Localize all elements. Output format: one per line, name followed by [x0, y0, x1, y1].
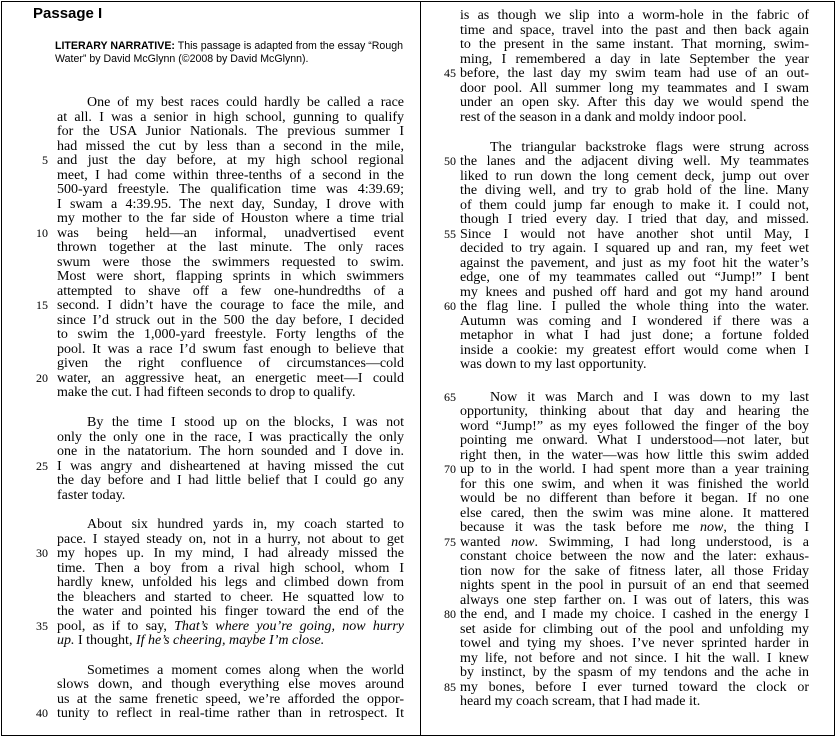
text-line	[57, 488, 404, 503]
text-line	[57, 473, 404, 488]
text-line	[57, 677, 404, 692]
line-text: my hopes up. In my mind, I had already missed the	[57, 546, 404, 561]
text-line	[460, 81, 809, 96]
line-text: attempted to shave off a few one-hundredths of a	[57, 284, 404, 299]
line-text: one in the natatorium. The horn sounded and I dove in.	[57, 444, 404, 459]
text-line	[460, 256, 809, 271]
text-line	[57, 240, 404, 255]
line-number: 60	[444, 299, 456, 313]
line-text: at all. I was a senior in high school, gunning to qualify	[57, 110, 404, 125]
line-text: my mother to the far side of Houston where a time trial	[57, 211, 404, 226]
line-number: 30	[36, 546, 48, 560]
text-line	[57, 415, 404, 430]
line-text: always one step farther on. I was out of laters, this was	[460, 593, 809, 608]
text-line	[57, 532, 404, 547]
line-text: word “Jump!” as my eyes followed the finger of the boy	[460, 419, 809, 434]
line-text: Most were short, flapping sprints in which swimmers	[57, 269, 404, 284]
line-number: 40	[36, 706, 48, 720]
line-text: water, an aggressive heat, an energetic meet—I could	[57, 371, 404, 386]
text-line	[460, 227, 809, 242]
text-line	[460, 506, 809, 521]
line-number: 10	[36, 226, 48, 240]
text-line	[460, 564, 809, 579]
line-text: Autumn was coming and I wondered if there was a	[460, 314, 809, 329]
line-text: pool, as if to say,	[57, 619, 175, 634]
text-line	[57, 619, 404, 634]
line-text: , the thing I	[723, 520, 809, 535]
line-text: to the present in the same instant. That morning, swim-	[460, 37, 809, 52]
line-text: swum were those the swimmers requested to swim.	[57, 255, 404, 270]
line-number: 25	[36, 459, 48, 473]
text-line	[460, 66, 809, 81]
line-text: the bleachers and started to cheer. He squatted low to	[57, 590, 404, 605]
text-line	[57, 575, 404, 590]
line-text: by instinct, by the spasm of my tendons and the ache in	[460, 665, 809, 680]
text-line	[57, 706, 404, 721]
line-text: liked to run down the long cement deck, jump out over	[460, 169, 809, 184]
text-line	[460, 694, 809, 709]
text-line	[57, 692, 404, 707]
passage-title: Passage I	[33, 5, 103, 22]
line-text: 500-yard freestyle. The qualification time was 4:39.69;	[57, 182, 404, 197]
text-line	[57, 168, 404, 183]
text-line	[57, 139, 404, 154]
text-line	[460, 110, 809, 125]
line-text: . Swimming, I had long understood, is a	[534, 535, 809, 550]
text-line	[460, 357, 809, 372]
line-text: the lanes and the adjacent diving well. My teammates	[460, 154, 809, 169]
line-text: given the right confluence of circumstances—cold	[57, 356, 404, 371]
text-line	[57, 197, 404, 212]
text-line	[57, 313, 404, 328]
text-line	[460, 23, 809, 38]
text-line	[460, 535, 809, 550]
line-number: 65	[444, 390, 456, 404]
text-line	[460, 665, 809, 680]
intro-source-text: This passage is adapted from the essay “Rough Water” by David McGlynn (©2008 by David McGlynn).	[55, 40, 403, 65]
text-line	[460, 622, 809, 637]
text-line	[57, 604, 404, 619]
text-line	[460, 520, 809, 535]
line-number: 50	[444, 154, 456, 168]
line-text: time. Then a boy from a rival high school, whom I	[57, 561, 404, 576]
text-line	[57, 459, 404, 474]
text-line	[460, 607, 809, 622]
line-text: door pool. All summer long my teammates and I swam	[460, 81, 809, 96]
text-line	[57, 633, 404, 648]
text-line	[460, 140, 809, 155]
line-text: pace. I stayed steady on, not in a hurry, not about to get	[57, 532, 404, 547]
line-text: was down to my last opportunity.	[460, 357, 647, 372]
text-line	[57, 226, 404, 241]
line-text: time and space, travel into the past and then back again	[460, 23, 809, 38]
italic-text: now	[700, 520, 724, 535]
text-line	[460, 169, 809, 184]
text-line	[57, 95, 404, 110]
text-line	[460, 285, 809, 300]
line-text: decided to try again. I squared up and ran, my feet wet	[460, 241, 809, 256]
text-line	[57, 124, 404, 139]
line-text: and just the day before, at my high school regional	[57, 153, 404, 168]
line-text: One of my best races could hardly be called a race	[87, 95, 404, 110]
text-line	[460, 241, 809, 256]
line-text: thrown together at the last minute. The only races	[57, 240, 404, 255]
text-line	[57, 561, 404, 576]
text-line	[57, 342, 404, 357]
line-text: slows down, and though everything else moves around	[57, 677, 404, 692]
line-text: since I’d struck out in the 500 the day before, I decided	[57, 313, 404, 328]
text-line	[460, 491, 809, 506]
text-line	[460, 314, 809, 329]
text-line	[460, 680, 809, 695]
line-number: 45	[444, 66, 456, 80]
text-line	[460, 212, 809, 227]
line-text: though I tried every day. I tried that day, and missed.	[460, 212, 809, 227]
line-text: ming, I remembered a day in late September the year	[460, 52, 809, 67]
line-text: the diving well, and try to grab hold of the line. Many	[460, 183, 809, 198]
line-text: for the USA Junior Nationals. The previous summer I	[57, 124, 404, 139]
text-line	[57, 430, 404, 445]
italic-text: That’s where you’re going, now hurry	[174, 619, 404, 634]
text-line	[57, 371, 404, 386]
line-text: was being held—an informal, unadvertised event	[57, 226, 404, 241]
text-line	[57, 663, 404, 678]
line-text: to swim the 1,000-yard freestyle. Forty lengths of the	[57, 327, 404, 342]
line-text: pointing me onward. What I understood—not later, but	[460, 433, 809, 448]
text-line	[57, 590, 404, 605]
line-text: Sometimes a moment comes along when the world	[87, 663, 404, 678]
line-text: us at the same frenetic speed, we’re afforded the oppor-	[57, 692, 404, 707]
line-text: tion now for the sake of fitness later, all those Friday	[460, 564, 809, 579]
passage-page	[1, 1, 835, 736]
line-text: I was angry and disheartened at having missed the cut	[57, 459, 404, 474]
line-text: of them could jump far enough to make it. I could not,	[460, 198, 809, 213]
line-text: hardly knew, unfolded his legs and climbed down from	[57, 575, 404, 590]
line-text: would be no different than before it began. If no one	[460, 491, 809, 506]
line-text: faster today.	[57, 488, 126, 503]
text-line	[460, 462, 809, 477]
line-text: my life, not before and not since. I hit the wall. I knew	[460, 651, 809, 666]
text-line	[57, 356, 404, 371]
text-line	[460, 549, 809, 564]
line-number: 20	[36, 371, 48, 385]
passage-intro	[55, 40, 403, 65]
line-text: before, the last day my swim team had use of an out-	[460, 66, 809, 81]
line-text: the flag line. I pulled the whole thing into the water.	[460, 299, 809, 314]
line-text: is as though we slip into a worm-hole in the fabric of	[460, 8, 809, 23]
text-line	[460, 8, 809, 23]
line-number: 85	[444, 680, 456, 694]
line-text: I thought,	[74, 633, 136, 648]
text-line	[460, 183, 809, 198]
line-text: the day before and I had little belief that I could go any	[57, 473, 404, 488]
text-line	[460, 651, 809, 666]
line-text: tunity to reflect in real-time rather than in retrospect. It	[57, 706, 404, 721]
line-number: 70	[444, 462, 456, 476]
line-text: because it was the task before me	[460, 520, 701, 535]
line-text: set aside for climbing out of the pool and unfolding my	[460, 622, 809, 637]
text-line	[57, 385, 404, 400]
text-line	[460, 636, 809, 651]
text-line	[460, 433, 809, 448]
line-text: opportunity, thinking about that day and hearing the	[460, 404, 809, 419]
text-line	[57, 444, 404, 459]
line-text: meet, I had come within three-tenths of a second in the	[57, 168, 404, 183]
line-number: 75	[444, 535, 456, 549]
text-line	[57, 517, 404, 532]
text-line	[57, 298, 404, 313]
line-text: About six hundred yards in, my coach started to	[87, 517, 404, 532]
line-text: constant choice between the now and the later: exhaus-	[460, 549, 809, 564]
line-text: nights spent in the pool in pursuit of an end that seemed	[460, 578, 809, 593]
text-line	[460, 52, 809, 67]
line-text: had missed the cut by less than a second in the mile,	[57, 139, 404, 154]
line-text: up to in the world. I had spent more than a year training	[460, 462, 809, 477]
line-text: Since I would not have another shot until May, I	[460, 227, 809, 242]
text-line	[460, 404, 809, 419]
line-text: metaphor in what I had just done; a fortune folded	[460, 328, 809, 343]
line-text: only the only one in the race, I was practically the only	[57, 430, 404, 445]
text-line	[460, 154, 809, 169]
line-text: second. I didn’t have the courage to face the mile, and	[57, 298, 404, 313]
text-line	[460, 37, 809, 52]
text-line	[57, 182, 404, 197]
italic-text: now	[511, 535, 535, 550]
line-text: Now it was March and I was down to my last	[490, 390, 809, 405]
line-number: 55	[444, 227, 456, 241]
line-text: pool. It was a race I’d swum fast enough to believe that	[57, 342, 404, 357]
text-line	[460, 593, 809, 608]
line-text: edge, one of my teammates called out “Jump!” I bent	[460, 270, 809, 285]
line-text: against the pavement, and just as my foot hit the water’s	[460, 256, 809, 271]
text-line	[460, 578, 809, 593]
text-line	[57, 284, 404, 299]
line-text: under an open sky. After this day we would spend the	[460, 95, 809, 110]
text-line	[57, 211, 404, 226]
text-line	[57, 327, 404, 342]
italic-text: up.	[57, 633, 75, 648]
text-line	[460, 448, 809, 463]
text-line	[57, 255, 404, 270]
line-text: my knees and pushed off hard and got my hand around	[460, 285, 809, 300]
left-column	[2, 2, 420, 735]
line-text: rest of the season in a dank and moldy indoor pool.	[460, 110, 747, 125]
line-number: 15	[36, 298, 48, 312]
line-text: make the cut. I had fifteen seconds to drop to qualify.	[57, 385, 356, 400]
line-text: I swam a 4:39.95. The next day, Sunday, I drove with	[57, 197, 404, 212]
line-text: the end, and I made my choice. I cashed in the energy I	[460, 607, 809, 622]
line-text: wanted	[460, 535, 512, 550]
text-line	[460, 198, 809, 213]
text-line	[57, 153, 404, 168]
line-text: else cared, then the swim was mine alone. It mattered	[460, 506, 809, 521]
line-text: for this one swim, and when it was finished the world	[460, 477, 809, 492]
line-number: 35	[36, 619, 48, 633]
text-line	[460, 477, 809, 492]
text-line	[460, 419, 809, 434]
intro-genre-label: LITERARY NARRATIVE:	[55, 40, 175, 52]
text-line	[460, 299, 809, 314]
text-line	[460, 95, 809, 110]
line-text: right then, in the water—was how little this swim added	[460, 448, 809, 463]
text-line	[460, 390, 809, 405]
text-line	[460, 343, 809, 358]
line-text: inside a cookie: my greatest effort would come when I	[460, 343, 809, 358]
text-line	[57, 110, 404, 125]
text-line	[57, 546, 404, 561]
line-text: heard my coach scream, that I had made it.	[460, 694, 701, 709]
line-text: my bones, before I ever turned toward the clock or	[460, 680, 809, 695]
italic-text: If he’s cheering, maybe I’m close.	[135, 633, 325, 648]
line-number: 80	[444, 607, 456, 621]
text-line	[460, 270, 809, 285]
text-line	[460, 328, 809, 343]
right-column	[420, 2, 836, 735]
text-line	[57, 269, 404, 284]
line-text: towel and tying my shoes. I’ve never sprinted harder in	[460, 636, 809, 651]
line-text: The triangular backstroke flags were strung across	[490, 140, 809, 155]
line-number: 5	[42, 153, 48, 167]
line-text: By the time I stood up on the blocks, I was not	[87, 415, 404, 430]
line-text: the water and pointed his finger toward the end of the	[57, 604, 404, 619]
